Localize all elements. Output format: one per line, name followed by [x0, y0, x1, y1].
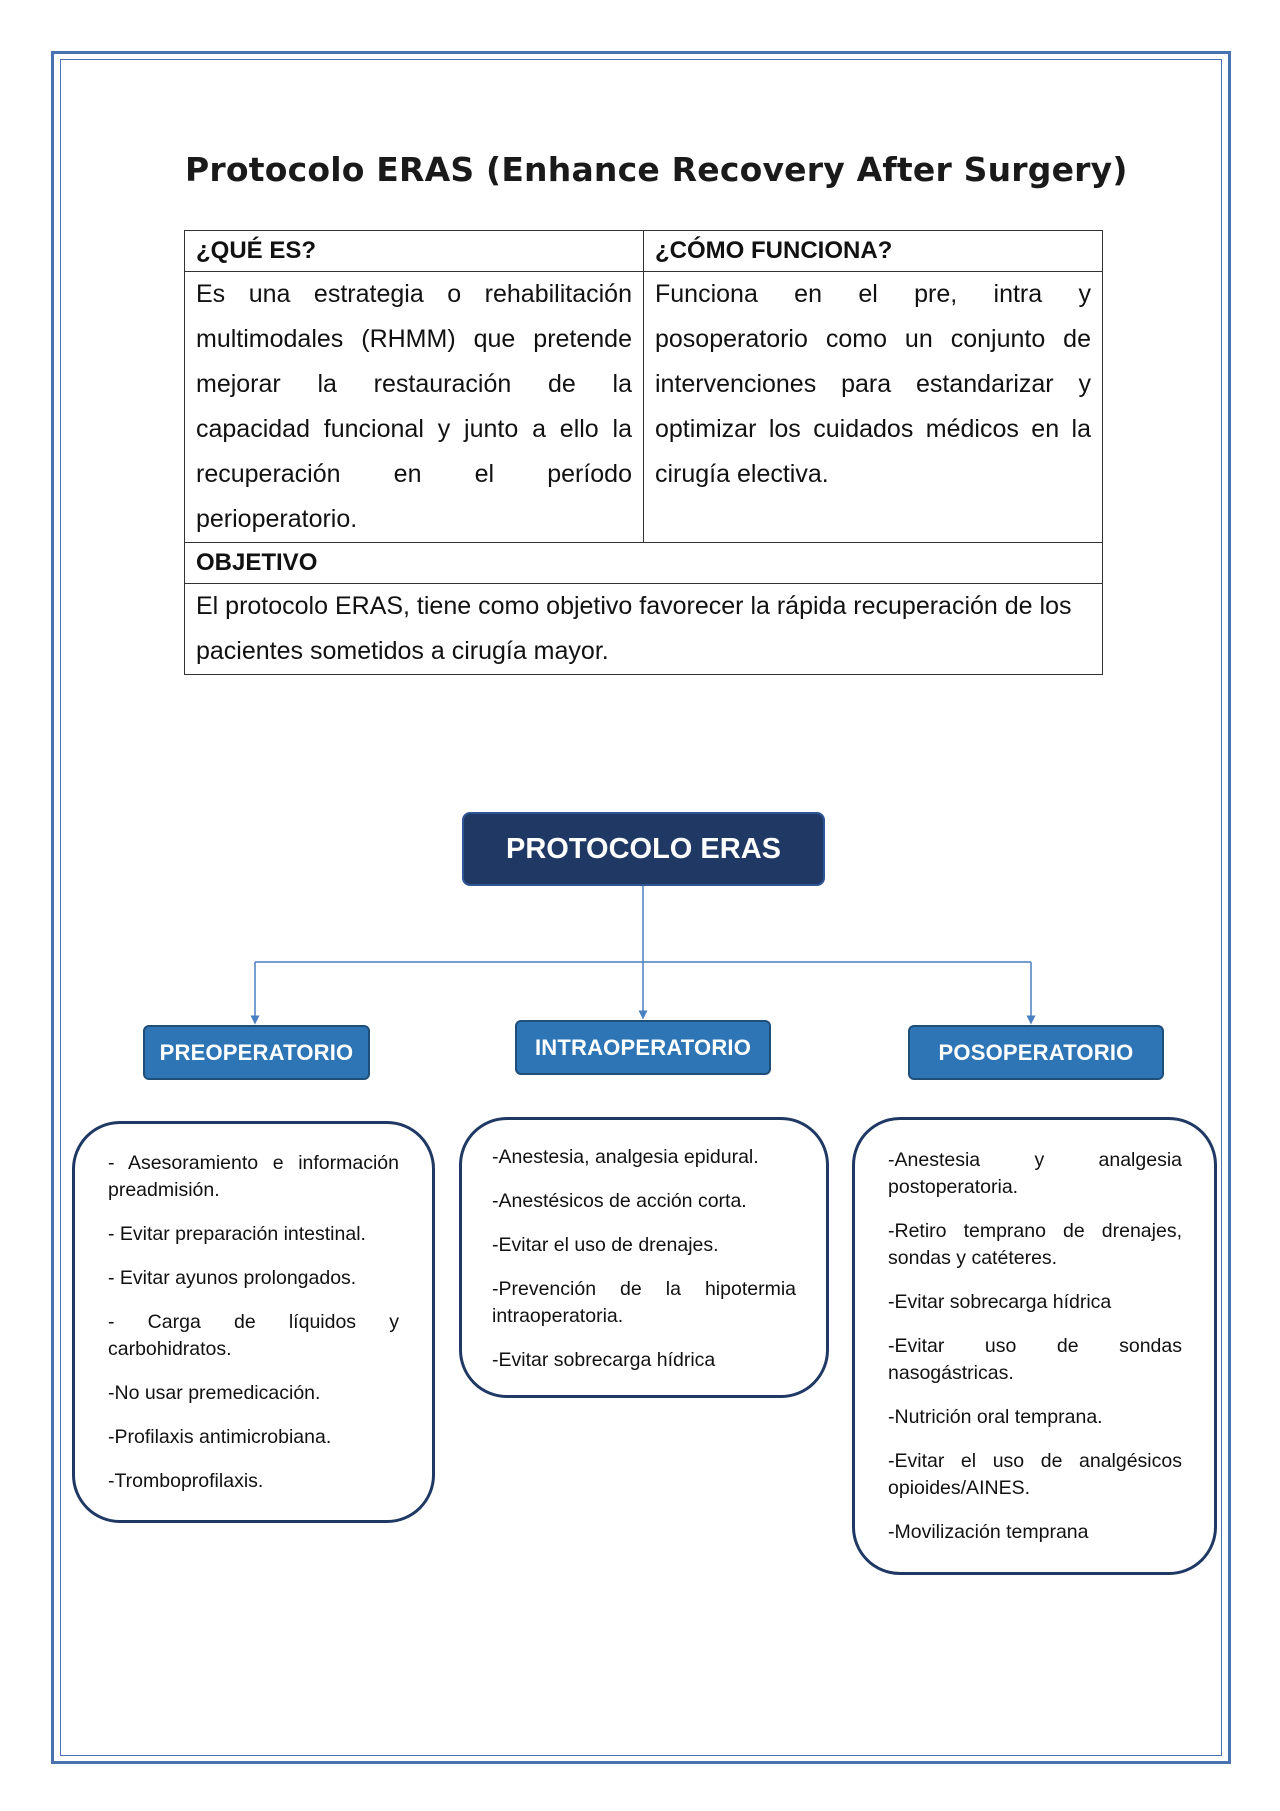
- objetivo-header-row: [185, 543, 1103, 584]
- document-title: Protocolo ERAS (Enhance Recovery After Surgery): [185, 150, 1128, 189]
- posoperatorio-box: POSOPERATORIO: [908, 1025, 1164, 1080]
- list-item: -Retiro temprano de drenajes, sondas y catéteres.: [888, 1220, 1182, 1269]
- list-item: -Evitar sobrecarga hídrica: [492, 1349, 716, 1371]
- preoperatorio-box: PREOPERATORIO: [143, 1025, 370, 1080]
- eras-info-table: [184, 230, 1103, 675]
- objetivo-header: OBJETIVO: [185, 543, 1103, 584]
- list-item: -Anestesia y analgesia postoperatoria.: [888, 1149, 1182, 1198]
- intraoperatorio-box: INTRAOPERATORIO: [515, 1020, 771, 1075]
- list-item: -No usar premedicación.: [108, 1382, 321, 1404]
- list-item: -Profilaxis antimicrobiana.: [108, 1426, 332, 1448]
- list-item: -Movilización temprana: [888, 1521, 1089, 1543]
- como-funciona-text: Funciona en el pre, intra y posoperatorio como un conjunto de intervenciones para estandarizar y optimizar los cuidados médicos en la cirugía electiva.: [644, 272, 1103, 543]
- como-funciona-header: ¿CÓMO FUNCIONA?: [644, 231, 1103, 272]
- list-item: -Evitar sobrecarga hídrica: [888, 1291, 1112, 1313]
- list-item: -Evitar el uso de drenajes.: [492, 1234, 719, 1256]
- table-body-row: [185, 272, 1103, 543]
- list-item: -Tromboprofilaxis.: [108, 1470, 264, 1492]
- list-item: -Anestesia, analgesia epidural.: [492, 1146, 759, 1168]
- list-item: -Prevención de la hipotermia intraoperatoria.: [492, 1278, 796, 1327]
- list-item: - Asesoramiento e información preadmisión.: [108, 1152, 399, 1201]
- intraoperatorio-card: [459, 1117, 829, 1398]
- que-es-text: Es una estrategia o rehabilitación multimodales (RHMM) que pretende mejorar la restauración de la capacidad funcional y junto a ello la recuperación en el período perioperatorio.: [185, 272, 644, 543]
- que-es-header: ¿QUÉ ES?: [185, 231, 644, 272]
- table-header-row: [185, 231, 1103, 272]
- list-item: - Evitar preparación intestinal.: [108, 1223, 366, 1245]
- objetivo-text: El protocolo ERAS, tiene como objetivo favorecer la rápida recuperación de los pacientes sometidos a cirugía mayor.: [185, 584, 1103, 675]
- list-item: -Evitar el uso de analgésicos opioides/AINES.: [888, 1450, 1182, 1499]
- list-item: -Anestésicos de acción corta.: [492, 1190, 747, 1212]
- list-item: -Nutrición oral temprana.: [888, 1406, 1103, 1428]
- list-item: - Carga de líquidos y carbohidratos.: [108, 1311, 399, 1360]
- objetivo-body-row: [185, 584, 1103, 675]
- posoperatorio-card: [852, 1117, 1217, 1575]
- protocolo-eras-box: PROTOCOLO ERAS: [462, 812, 825, 886]
- list-item: - Evitar ayunos prolongados.: [108, 1267, 357, 1289]
- list-item: -Evitar uso de sondas nasogástricas.: [888, 1335, 1182, 1384]
- preoperatorio-card: [72, 1121, 435, 1523]
